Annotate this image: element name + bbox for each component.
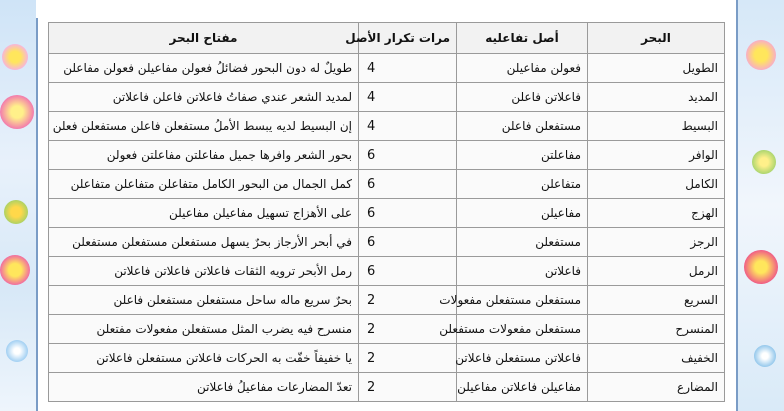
repeat-cell: 6 bbox=[359, 141, 457, 170]
base-cell: مستفعلن مفعولات مستفعلن bbox=[457, 315, 588, 344]
repeat-cell: 2 bbox=[359, 344, 457, 373]
flower-decoration bbox=[0, 255, 30, 285]
repeat-cell: 6 bbox=[359, 228, 457, 257]
base-cell: مفاعيلن bbox=[457, 199, 588, 228]
table-row bbox=[49, 373, 725, 402]
header-repeat: مرات تكرار الأصل bbox=[359, 23, 457, 54]
repeat-cell: 4 bbox=[359, 112, 457, 141]
table-row bbox=[49, 315, 725, 344]
header-base: أصل تفاعليه bbox=[457, 23, 588, 54]
base-cell: فاعلاتن مستفعلن فاعلاتن bbox=[457, 344, 588, 373]
base-cell: فاعلاتن فاعلن bbox=[457, 83, 588, 112]
base-cell: متفاعلن bbox=[457, 170, 588, 199]
key-cell: كمل الجمال من البحور الكامل متفاعلن متفاعلن متفاعلن bbox=[49, 170, 359, 199]
meter-cell: الهزج bbox=[588, 199, 725, 228]
base-cell: فاعلاتن bbox=[457, 257, 588, 286]
flower-decoration bbox=[6, 340, 28, 362]
table-row bbox=[49, 170, 725, 199]
repeat-cell: 4 bbox=[359, 54, 457, 83]
table-row bbox=[49, 228, 725, 257]
key-cell: في أبحر الأرجاز بحرٌ يسهل مستفعلن مستفعلن مستفعلن bbox=[49, 228, 359, 257]
repeat-cell: 6 bbox=[359, 257, 457, 286]
repeat-cell: 6 bbox=[359, 170, 457, 199]
meter-cell: الوافر bbox=[588, 141, 725, 170]
base-cell: مستفعلن فاعلن bbox=[457, 112, 588, 141]
table-row bbox=[49, 141, 725, 170]
repeat-cell: 2 bbox=[359, 373, 457, 402]
table-row bbox=[49, 257, 725, 286]
key-cell: تعدّ المضارعات مفاعيلُ فاعلاتن bbox=[49, 373, 359, 402]
base-cell: مستفعلن مستفعلن مفعولات bbox=[457, 286, 588, 315]
table-row bbox=[49, 112, 725, 141]
header-meter: البحر bbox=[588, 23, 725, 54]
flower-decoration bbox=[746, 40, 776, 70]
meter-cell: الطويل bbox=[588, 54, 725, 83]
meter-cell: الخفيف bbox=[588, 344, 725, 373]
meter-cell: المضارع bbox=[588, 373, 725, 402]
table-row bbox=[49, 344, 725, 373]
key-cell: بحور الشعر وافرها جميل مفاعلتن مفاعلتن فعولن bbox=[49, 141, 359, 170]
top-strip bbox=[36, 0, 736, 18]
base-cell: مستفعلن bbox=[457, 228, 588, 257]
table-row bbox=[49, 199, 725, 228]
key-cell: يا خفيفاً خفّت به الحركات فاعلاتن مستفعلن فاعلاتن bbox=[49, 344, 359, 373]
flower-decoration bbox=[752, 150, 776, 174]
repeat-cell: 2 bbox=[359, 315, 457, 344]
base-cell: فعولن مفاعيلن bbox=[457, 54, 588, 83]
key-cell: على الأهزاج تسهيل مفاعيلن مفاعيلن bbox=[49, 199, 359, 228]
meter-cell: الرمل bbox=[588, 257, 725, 286]
repeat-cell: 2 bbox=[359, 286, 457, 315]
key-cell: إن البسيط لديه يبسط الأملُ مستفعلن فاعلن مستفعلن فعلن bbox=[49, 112, 359, 141]
key-cell: رمل الأبحر ترويه الثقات فاعلاتن فاعلاتن فاعلاتن bbox=[49, 257, 359, 286]
meter-cell: المديد bbox=[588, 83, 725, 112]
repeat-cell: 6 bbox=[359, 199, 457, 228]
key-cell: لمديد الشعر عندي صفاتُ فاعلاتن فاعلن فاعلاتن bbox=[49, 83, 359, 112]
header-key: مفتاح البحر bbox=[49, 23, 359, 54]
flower-decoration bbox=[744, 250, 778, 284]
table-header-row bbox=[49, 23, 725, 54]
flower-decoration bbox=[4, 200, 28, 224]
meters-table bbox=[48, 22, 725, 402]
table-row bbox=[49, 286, 725, 315]
key-cell: طويلٌ له دون البحور فضائلُ فعولن مفاعيلن فعولن مفاعلن bbox=[49, 54, 359, 83]
table-row bbox=[49, 54, 725, 83]
flower-decoration bbox=[0, 95, 34, 129]
flower-decoration bbox=[2, 44, 28, 70]
meter-cell: الكامل bbox=[588, 170, 725, 199]
base-cell: مفاعلتن bbox=[457, 141, 588, 170]
meter-cell: المنسرح bbox=[588, 315, 725, 344]
key-cell: منسرح فيه يضرب المثل مستفعلن مفعولات مفتعلن bbox=[49, 315, 359, 344]
flower-decoration bbox=[754, 345, 776, 367]
meter-cell: السريع bbox=[588, 286, 725, 315]
meter-cell: الرجز bbox=[588, 228, 725, 257]
repeat-cell: 4 bbox=[359, 83, 457, 112]
key-cell: بحرٌ سريع ماله ساحل مستفعلن مستفعلن فاعلن bbox=[49, 286, 359, 315]
meter-cell: البسيط bbox=[588, 112, 725, 141]
base-cell: مفاعيلن فاعلاتن مفاعيلن bbox=[457, 373, 588, 402]
table-row bbox=[49, 83, 725, 112]
